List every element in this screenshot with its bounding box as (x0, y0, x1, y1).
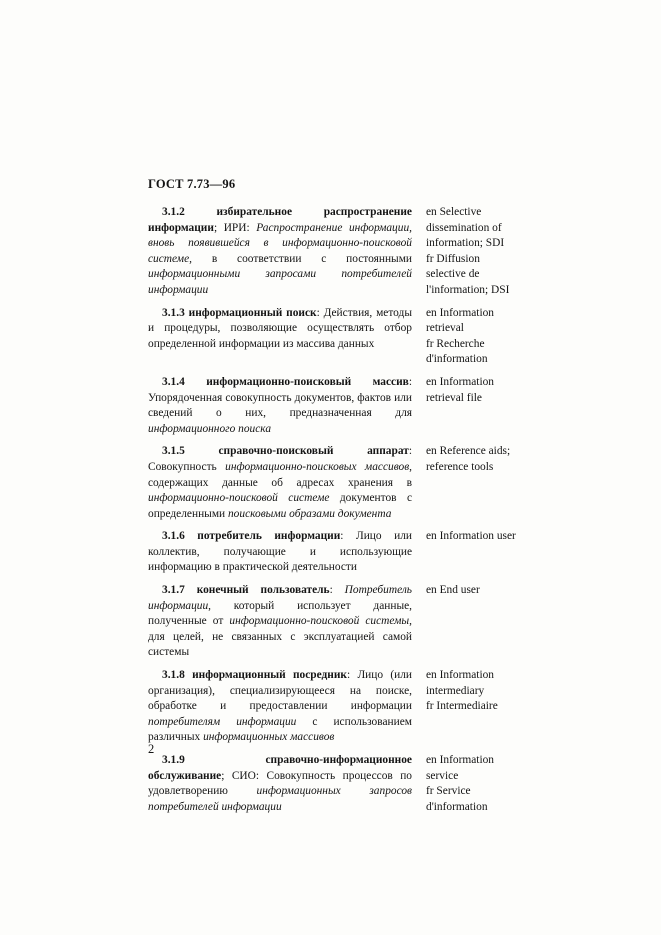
defined-term-reference: информационными запросами потребителей информации (148, 268, 412, 296)
term-number: 3.1.2 (162, 206, 185, 218)
foreign-equivalents (426, 529, 518, 576)
foreign-equivalent: en Information retrieval (426, 306, 495, 335)
defined-term-reference: Распространение информации, вновь появившейся в информационно-поисковой системе, (148, 221, 412, 265)
foreign-equivalent: en Reference aids; reference tools (426, 445, 511, 473)
foreign-equivalent: en Information service (426, 754, 495, 782)
term-definition (148, 205, 412, 299)
term-number: 3.1.8 (162, 669, 185, 682)
term-name: потребитель информации (197, 530, 341, 543)
foreign-equivalents (426, 375, 518, 437)
term-name: справочно-информационное обслуживание (148, 754, 412, 782)
term-name: информационный посредник (192, 669, 347, 682)
foreign-equivalent: fr Recherche d'information (426, 337, 488, 366)
term-definition (148, 375, 412, 437)
foreign-equivalent: fr Service d'information (426, 785, 488, 813)
foreign-equivalent: en Information intermediary (426, 669, 495, 697)
term-definition (148, 583, 412, 661)
foreign-equivalent: fr Diffusion selective de l'information; DSI (426, 252, 510, 296)
foreign-equivalents (426, 306, 518, 368)
definition-text: : (329, 584, 345, 597)
term-number: 3.1.3 (162, 306, 185, 319)
defined-term-reference: информационного поиска (148, 422, 272, 435)
foreign-equivalent: en End user (426, 584, 480, 597)
term-entry (148, 753, 518, 815)
definition-text: : Лицо или коллектив, получающие и использующие информацию в практической деятельности (148, 530, 412, 574)
foreign-equivalent: en Information retrieval file (426, 375, 495, 404)
term-entry (148, 306, 518, 368)
term-name: конечный пользователь (196, 584, 330, 597)
term-definition (148, 444, 412, 522)
defined-term-reference: информационно-поисковой системы (229, 615, 410, 628)
definition-text: ; СИО: Совокупность процессов по удовлетворению (148, 769, 412, 798)
definition-text: документов с определенными (148, 492, 412, 520)
defined-term-reference: информационных массивов (203, 731, 335, 744)
definition-text: , для целей, не связанных с эксплуатацией самой системы (148, 615, 412, 659)
term-definition (148, 529, 412, 576)
term-name: информационный поиск (188, 306, 317, 319)
defined-term-reference: потребителям информации (148, 715, 297, 728)
defined-term-reference: информационно-поисковой системе (148, 492, 330, 505)
term-name: избирательное распространение информации (148, 206, 412, 234)
definition-text: : Совокупность (148, 445, 412, 473)
definition-text: , содержащих данные об адресах хранения в (148, 460, 412, 489)
term-name: справочно-поисковый аппарат (218, 445, 409, 458)
term-number: 3.1.5 (162, 445, 185, 458)
foreign-equivalent: en Selective dissemination of information; SDI (426, 206, 505, 250)
term-entry (148, 205, 518, 299)
defined-term-reference: информационных запросов потребителей информации (148, 785, 412, 813)
term-definition (148, 306, 412, 368)
term-entry (148, 529, 518, 576)
definition-text: в соответствии с постоянными (191, 252, 412, 265)
terms-list (148, 205, 518, 822)
foreign-equivalents (426, 668, 518, 746)
foreign-equivalent: fr Intermediaire (426, 700, 498, 713)
definition-text: , который использует данные, полученные от (148, 599, 412, 628)
term-definition (148, 668, 412, 746)
term-number: 3.1.4 (162, 375, 185, 388)
term-number: 3.1.7 (162, 584, 185, 597)
term-entry (148, 583, 518, 661)
foreign-equivalents (426, 444, 518, 522)
defined-term-reference: Потребитель информации (148, 584, 412, 612)
foreign-equivalents (426, 583, 518, 661)
document-header: ГОСТ 7.73—96 (148, 177, 236, 191)
term-entry (148, 375, 518, 437)
term-definition (148, 753, 412, 815)
term-number: 3.1.9 (162, 754, 185, 766)
term-entry (148, 668, 518, 746)
definition-text: : Упорядоченная совокупность документов, фактов или сведений о них, предназначенная для (148, 375, 412, 420)
foreign-equivalents (426, 205, 518, 299)
definition-text: : Лицо (или организация), специализирующееся на поиске, обработке и предоставлении информации (148, 669, 412, 713)
foreign-equivalent: en Information user (426, 530, 516, 543)
term-number: 3.1.6 (162, 530, 185, 543)
page-number: 2 (148, 742, 155, 756)
defined-term-reference: информационно-поисковых массивов (225, 460, 410, 473)
definition-text: ; ИРИ: (213, 221, 257, 234)
definition-text: : Действия, методы и процедуры, позволяющие осуществлять отбор определенной информации из массива данных (148, 306, 412, 350)
term-name: информационно-поисковый массив (206, 375, 409, 388)
term-entry (148, 444, 518, 522)
foreign-equivalents (426, 753, 518, 815)
definition-text: с использованием различных (148, 715, 412, 744)
defined-term-reference: поисковыми образами документа (227, 507, 392, 520)
